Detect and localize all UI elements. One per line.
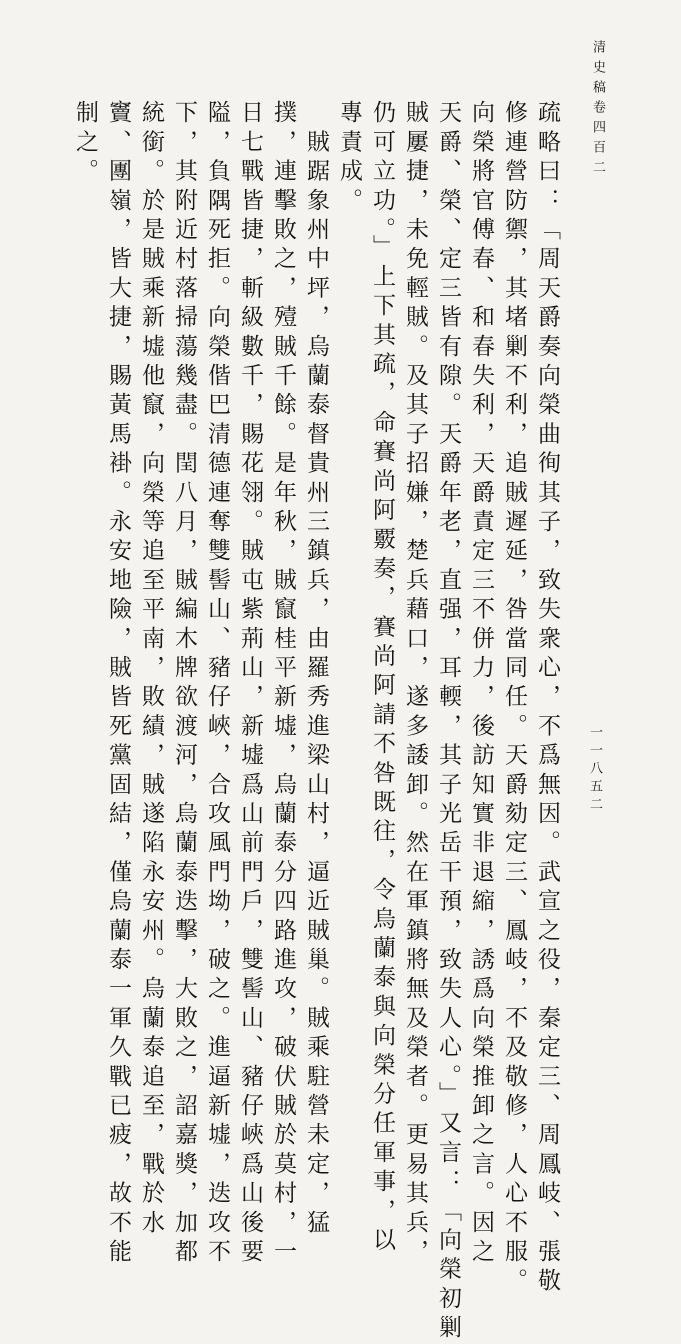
text-column: 修連營防禦，其堵剿不利，追賊遲延，咎當同任。天爵劾定三、鳳岐，不及敬修，人心不服。	[501, 100, 527, 1298]
text-column: 制之。	[72, 100, 98, 188]
page-number: 一一八五二	[587, 725, 602, 815]
running-header: 清史稿卷四百二	[590, 40, 605, 180]
text-column: 竇、團嶺，皆大捷，賜黃馬褂。永安地險，賊皆死黨固結，僅烏蘭泰一軍久戰已疲，故不能	[105, 100, 131, 1268]
text-column: 仍可立功。」上下其疏，命賽尚阿覈奏，賽尚阿請不咎既往，令烏蘭泰與向榮分任軍事，以	[369, 100, 395, 1257]
text-column: 賊屢捷，未免輕賊。及其子招嫌，楚兵藉口，遂多諉卸。然在軍鎮將無及榮者。更易其兵，	[402, 100, 428, 1268]
text-column: 隘，負隅死拒。向榮偕巴清德連奪雙髻山、豬仔峽，合攻風門坳，破之。進逼新墟，迭攻不	[204, 100, 230, 1268]
text-column: 撲，連擊敗之，殪賊千餘。是年秋，賊竄桂平新墟，烏蘭泰分四路進攻，破伏賊於莫村，一	[270, 100, 296, 1268]
text-column: 統銜。於是賊乘新墟他竄，向榮等追至平南，敗績，賊遂陷永安州。烏蘭泰追至，戰於水	[138, 100, 164, 1239]
text-column: 向榮將官傅春、和春失利，天爵責定三不併力，後訪知實非退縮，誘爲向榮推卸之言。因之	[468, 100, 494, 1268]
text-column: 專責成。	[336, 100, 362, 217]
text-column: 疏略曰：「周天爵奏向榮曲徇其子，致失衆心，不爲無因。武宣之役，秦定三、周鳳岐、張敬	[534, 100, 560, 1298]
text-column: 下，其附近村落掃蕩幾盡。閏八月，賊編木牌欲渡河，烏蘭泰迭擊，大敗之，詔嘉獎，加都	[171, 100, 197, 1268]
text-column: 天爵、榮、定三皆有隙。天爵年老，直强，耳輭，其子光岳干預，致失人心。」又言：「向榮初剿	[435, 100, 461, 1344]
text-column: 日七戰皆捷，斬級數千，賜花翎。賊屯紫荊山，新墟爲山前門戶，雙髻山、豬仔峽爲山後要	[237, 100, 263, 1268]
text-column: 賊踞象州中坪，烏蘭泰督貴州三鎮兵，由羅秀進梁山村，逼近賊巢。賊乘駐營未定，猛	[303, 100, 329, 1239]
